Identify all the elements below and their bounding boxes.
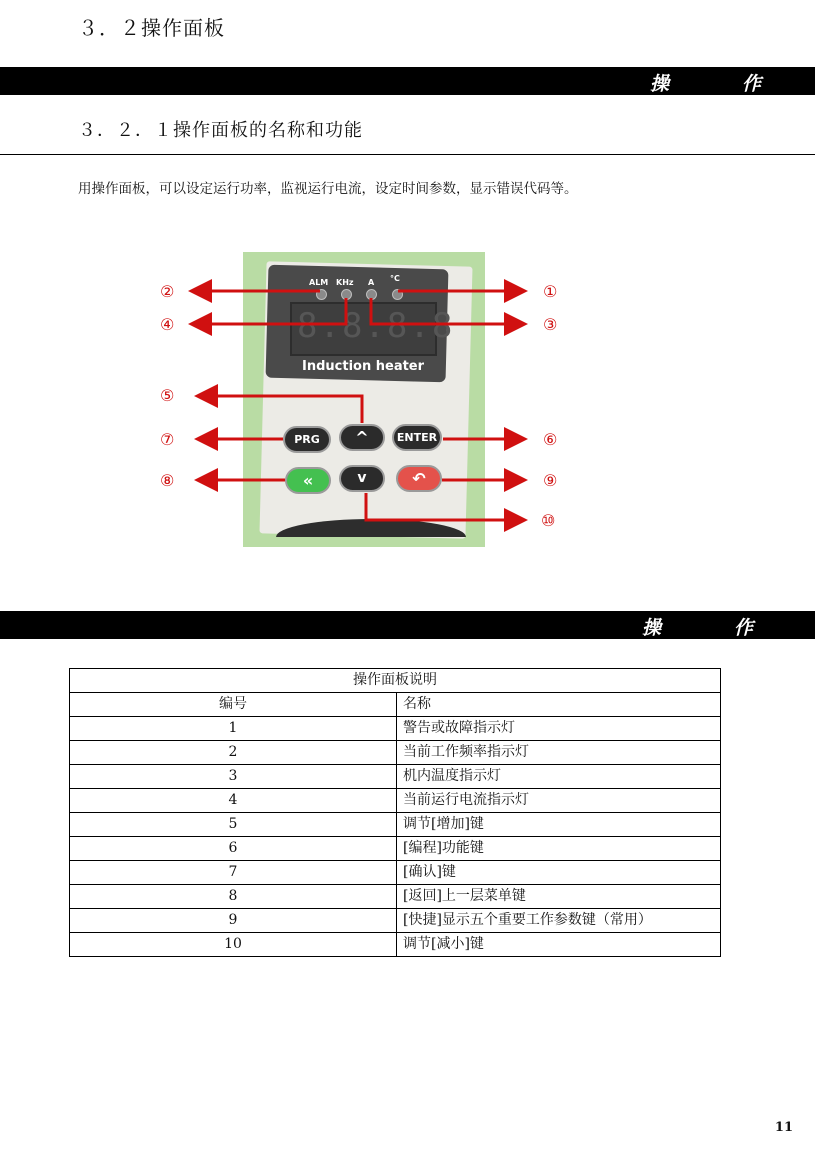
- intro-text: 用操作面板，可以设定运行功率，监视运行电流，设定时间参数，显示错误代码等。: [78, 181, 578, 197]
- row-number: 5: [70, 813, 397, 837]
- row-name: [确认]键: [397, 861, 721, 885]
- row-number: 6: [70, 837, 397, 861]
- row-name: 机内温度指示灯: [397, 765, 721, 789]
- table-row: [70, 717, 721, 741]
- arrow-10: [366, 493, 525, 520]
- row-number: 2: [70, 741, 397, 765]
- enter-button[interactable]: ENTER: [392, 424, 442, 451]
- shortcut-button[interactable]: «: [285, 467, 331, 494]
- brand-label: Induction heater: [302, 359, 425, 374]
- callout-7: ⑦: [160, 430, 175, 449]
- header-bar-2-glyph-right: 作: [734, 617, 754, 639]
- header-bar-glyph-left: 操: [650, 73, 670, 95]
- callout-8: ⑧: [160, 471, 175, 490]
- row-name: [编程]功能键: [397, 837, 721, 861]
- row-name: 当前工作频率指示灯: [397, 741, 721, 765]
- row-name: [快捷]显示五个重要工作参数键（常用）: [397, 909, 721, 933]
- row-name: 警告或故障指示灯: [397, 717, 721, 741]
- table-row: [70, 909, 721, 933]
- led-label-alm: ALM: [309, 278, 329, 287]
- table-row: [70, 789, 721, 813]
- table-row: [70, 933, 721, 957]
- row-number: 9: [70, 909, 397, 933]
- page-number: 11: [774, 1120, 793, 1135]
- row-number: 1: [70, 717, 397, 741]
- callout-4: ④: [160, 315, 175, 334]
- callout-9: ⑨: [543, 471, 558, 490]
- table-row: [70, 885, 721, 909]
- table-title-row: [70, 669, 721, 693]
- section-title: ３．２操作面板: [78, 16, 225, 40]
- row-number: 4: [70, 789, 397, 813]
- row-number: 10: [70, 933, 397, 957]
- subsection-title: ３．２．１操作面板的名称和功能: [78, 120, 363, 141]
- header-number: 编号: [70, 693, 397, 717]
- callout-2: ②: [160, 282, 175, 301]
- row-name: 当前运行电流指示灯: [397, 789, 721, 813]
- arrow-5: [197, 396, 362, 423]
- row-number: 3: [70, 765, 397, 789]
- callout-10: ⑩: [541, 511, 556, 530]
- callout-6: ⑥: [543, 430, 558, 449]
- display-digits: 8.8.8.8: [297, 306, 455, 346]
- header-name: 名称: [397, 693, 721, 717]
- back-button[interactable]: ↶: [396, 465, 442, 492]
- callout-3: ③: [543, 315, 558, 334]
- led-label-celsius: °C: [390, 274, 400, 283]
- header-bar-2-glyph-left: 操: [642, 617, 662, 639]
- up-button[interactable]: ^: [339, 424, 385, 451]
- down-button[interactable]: v: [339, 465, 385, 492]
- header-bar-2: [0, 611, 815, 639]
- panel-description-table: [69, 668, 721, 957]
- callout-5: ⑤: [160, 386, 175, 405]
- row-number: 7: [70, 861, 397, 885]
- arrow-3: [371, 298, 525, 324]
- callout-1: ①: [543, 282, 558, 301]
- arrow-4: [191, 298, 346, 324]
- led-label-a: A: [368, 278, 375, 287]
- prg-button[interactable]: PRG: [283, 426, 331, 453]
- row-number: 8: [70, 885, 397, 909]
- table-row: [70, 741, 721, 765]
- table-row: [70, 837, 721, 861]
- row-name: 调节[减小]键: [397, 933, 721, 957]
- row-name: [返回]上一层菜单键: [397, 885, 721, 909]
- table-header-row: [70, 693, 721, 717]
- header-bar-glyph-right: 作: [742, 73, 762, 95]
- row-name: 调节[增加]键: [397, 813, 721, 837]
- table-row: [70, 813, 721, 837]
- led-label-khz: KHz: [336, 278, 354, 287]
- table-row: [70, 765, 721, 789]
- table-row: [70, 861, 721, 885]
- table-title: 操作面板说明: [70, 669, 721, 693]
